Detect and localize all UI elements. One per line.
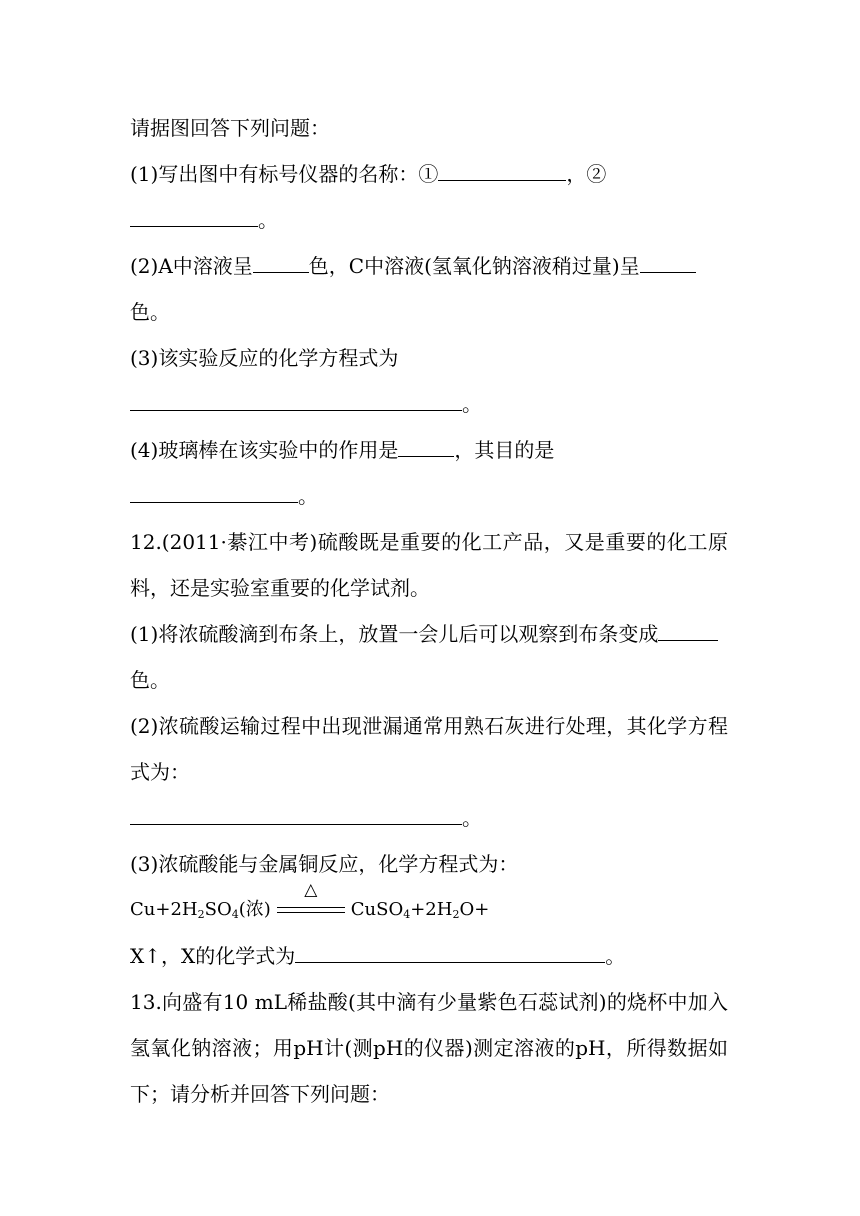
question-1-line-2: 。 [130,206,278,234]
question-12-1-line-2: 色。 [130,668,170,692]
chemical-equation: $Cu+2H_2SO_4$(浓) △ $CuSO_4+2H_2O+$ [130,880,490,921]
question-4-line-2: 。 [130,482,318,510]
instruction-line: 请据图回答下列问题： [130,116,330,140]
question-12-line-2: 料，还是实验室重要的化学试剂。 [130,576,430,600]
answer-blank-3[interactable] [253,252,309,273]
question-12-3-line: (3)浓硫酸能与金属铜反应，化学方程式为： [130,852,519,876]
answer-blank-4[interactable] [640,252,696,273]
reaction-arrow [273,880,349,921]
heat-symbol: △ [304,880,318,900]
answer-blank-7[interactable] [130,482,298,503]
answer-blank-1[interactable] [438,160,566,181]
question-13-line: 13.向盛有10 mL稀盐酸(其中滴有少量紫色石蕊试剂)的烧杯中加入 [130,990,728,1014]
answer-blank-8[interactable] [658,620,718,641]
question-12-3-line-3: X↑，X的化学式为 。 [130,944,626,968]
question-13-line-3: 下；请分析并回答下列问题： [130,1082,390,1106]
question-12-2-line-2: 式为： [130,760,190,784]
question-2-line: (2)A中溶液呈 色，C中溶液(氢氧化钠溶液稍过量)呈 [130,252,696,280]
question-1-line: (1)写出图中有标号仪器的名称：① ，② [130,162,607,186]
question-13-line-2: 氢氧化钠溶液；用pH计(测pH的仪器)测定溶液的pH，所得数据如 [130,1036,728,1060]
answer-blank-6[interactable] [398,436,454,457]
answer-blank-2[interactable] [130,206,258,227]
question-3-line: (3)该实验反应的化学方程式为 [130,346,399,370]
question-12-2-line: (2)浓硫酸运输过程中出现泄漏通常用熟石灰进行处理，其化学方程 [130,714,728,738]
question-4-line: (4)玻璃棒在该实验中的作用是 ，其目的是 [130,438,555,462]
question-3-line-2: 。 [130,390,482,418]
question-12-1-line: (1)将浓硫酸滴到布条上，放置一会儿后可以观察到布条变成 [130,620,718,648]
answer-blank-9[interactable] [130,804,462,825]
question-12-2-line-3: 。 [130,804,482,832]
question-12-line: 12.(2011·綦江中考)硫酸既是重要的化工产品，又是重要的化工原 [130,530,728,554]
answer-blank-10[interactable] [295,942,605,963]
answer-blank-5[interactable] [130,390,462,411]
question-2-line-2: 色。 [130,300,170,324]
